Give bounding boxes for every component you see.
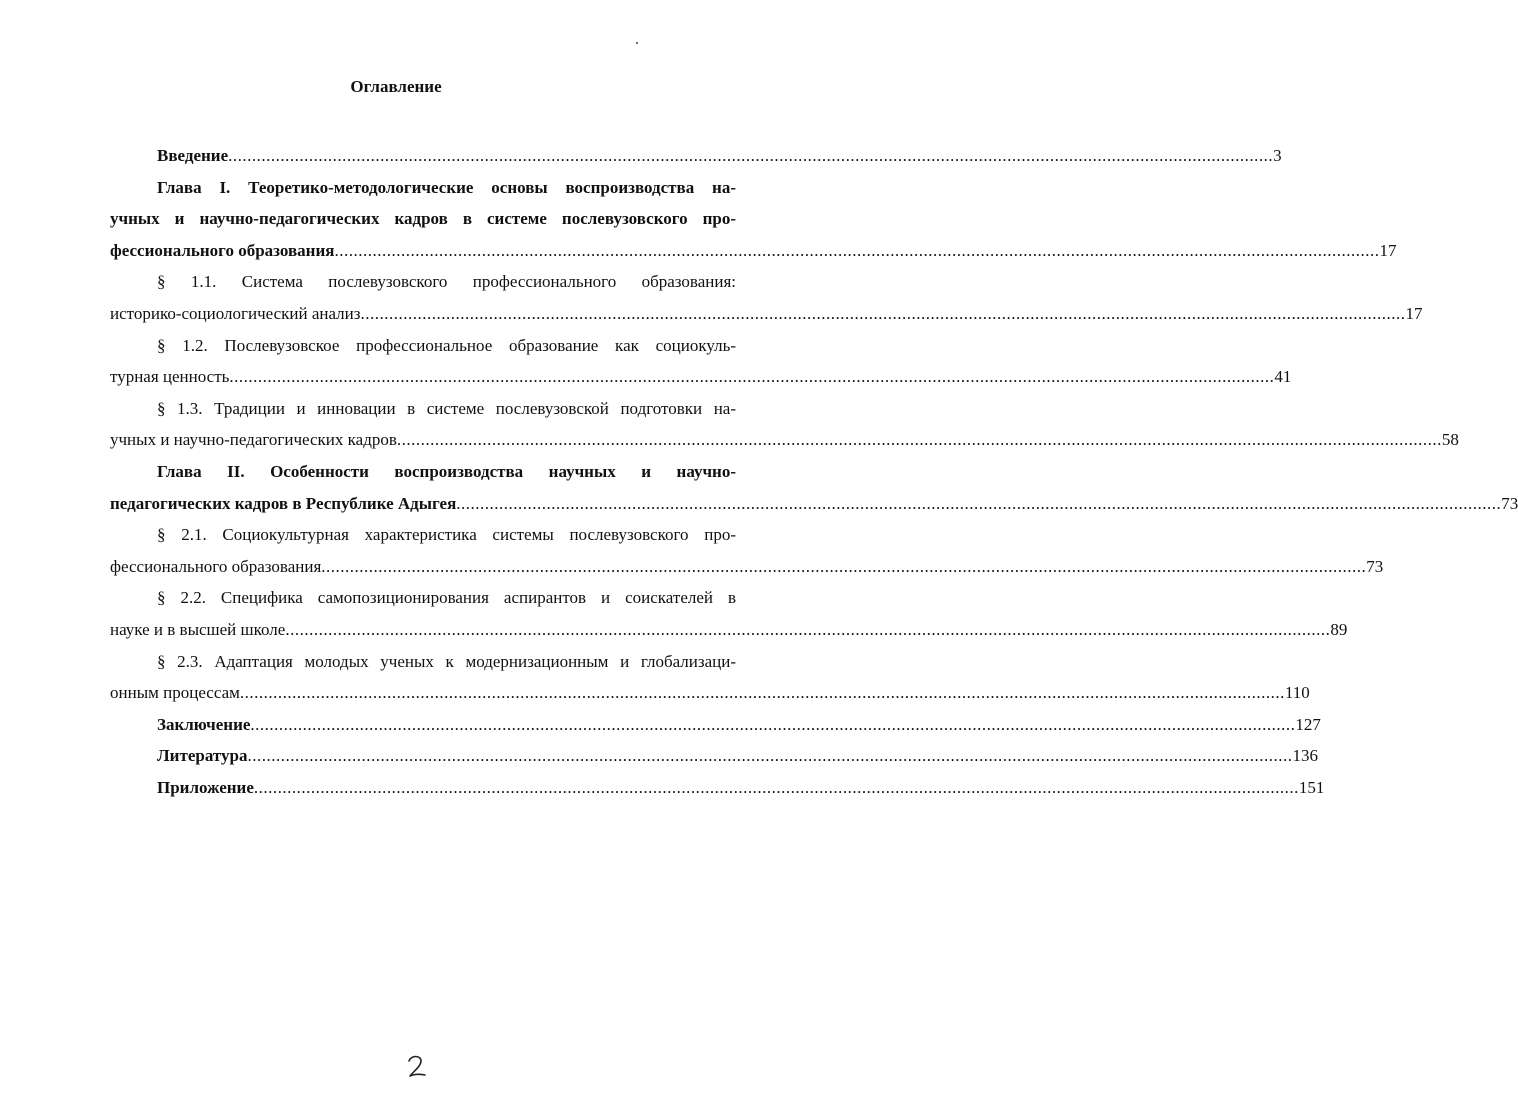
toc-entry-last-line [110, 424, 1459, 456]
toc-entry-s12 [110, 330, 1292, 393]
toc-entry-text: науке и в высшей школе [110, 619, 286, 639]
toc-entry-last-line [110, 235, 1397, 267]
dot-leader: ............................................................................................................................................................................................................................ [229, 367, 1275, 387]
toc-entry-s23 [110, 646, 1310, 709]
toc-entry-line: § 2.3. Адаптация молодых ученых к модернизационным и глобализаци- [157, 651, 736, 671]
toc-entry-line: Глава II. Особенности воспроизводства научных и научно- [157, 461, 736, 481]
dot-leader: ............................................................................................................................................................................................................................ [250, 714, 1296, 734]
toc-entry-literature [110, 740, 1318, 772]
toc-entry-text: турная ценность [110, 367, 230, 387]
toc-entry-text: онным процессам [110, 683, 240, 703]
toc-entry-text: Приложение [157, 777, 254, 797]
toc-entry-text: Литература [157, 746, 248, 766]
toc-entry-text: Заключение [157, 714, 251, 734]
toc-entry-page: 89 [1330, 619, 1348, 639]
toc-entry-page: 136 [1292, 746, 1318, 766]
toc-entry-last-line [110, 551, 1384, 583]
toc-entry-last-line [110, 740, 1318, 772]
toc-entry-last-line [110, 772, 1325, 804]
toc-title: Оглавление [350, 77, 442, 96]
toc-entry-last-line [110, 298, 1423, 330]
toc-entry-page: 17 [1379, 240, 1397, 260]
toc-entry-line: § 2.2. Специфика самопозиционирования аспирантов и соискателей в [157, 588, 736, 608]
scan-speck [636, 42, 638, 44]
toc-entry-text: педагогических кадров в Республике Адыгея [110, 493, 457, 513]
toc-entry-appendix [110, 772, 1325, 804]
handwritten-page-number [402, 1052, 432, 1082]
toc-entry-ch2 [110, 456, 1518, 519]
toc-entry-intro [110, 140, 1282, 172]
dot-leader: ............................................................................................................................................................................................................................ [247, 746, 1293, 766]
toc-entry-page: 73 [1501, 493, 1518, 513]
dot-leader: ............................................................................................................................................................................................................................ [253, 777, 1299, 797]
toc-entry-line: Глава I. Теоретико-методологические основы воспроизводства на- [157, 177, 736, 197]
dot-leader: ............................................................................................................................................................................................................................ [239, 683, 1285, 703]
toc-entry-text: учных и научно-педагогических кадров [110, 430, 397, 450]
toc-entry-text: фессионального образования [110, 240, 335, 260]
toc-entry-last-line [110, 677, 1310, 709]
toc-entry-line: § 1.1. Система послевузовского профессионального образования: [157, 272, 736, 292]
toc-entry-s13 [110, 393, 1459, 456]
dot-leader: ............................................................................................................................................................................................................................ [456, 493, 1502, 513]
toc-entry-text: фессионального образования [110, 556, 322, 576]
toc-entry-ch1 [110, 172, 1397, 267]
toc-entry-line: § 1.3. Традиции и инновации в системе послевузовской подготовки на- [157, 398, 736, 418]
dot-leader: ............................................................................................................................................................................................................................ [321, 556, 1367, 576]
toc-entry-last-line [110, 361, 1292, 393]
toc-entry-page: 3 [1273, 146, 1282, 165]
toc-entry-text: историко-социологический анализ [110, 303, 361, 323]
toc-entry-page: 73 [1366, 556, 1384, 576]
toc-entry-page: 41 [1274, 367, 1292, 387]
toc-entry-page: 151 [1298, 777, 1325, 797]
toc-entry-page: 110 [1284, 683, 1310, 703]
toc-entry-page: 127 [1295, 714, 1321, 734]
toc-entry-last-line [110, 709, 1321, 741]
toc-entry-s21 [110, 519, 1384, 582]
toc-entry-last-line [110, 140, 1282, 172]
toc-entry-s11 [110, 266, 1423, 329]
dot-leader: ............................................................................................................................................................................................................................ [396, 430, 1442, 450]
toc-entry-line: § 2.1. Социокультурная характеристика системы послевузовского про- [157, 525, 736, 545]
toc-entry-conclusion [110, 709, 1321, 741]
toc-entry-page: 17 [1405, 303, 1423, 323]
toc-entry-line: § 1.2. Послевузовское профессиональное образование как социокуль- [157, 335, 736, 355]
dot-leader: ............................................................................................................................................................................................................................ [285, 619, 1331, 639]
toc-entry-last-line [110, 614, 1348, 646]
dot-leader: ............................................................................................................................................................................................................................ [360, 303, 1406, 323]
dot-leader: ............................................................................................................................................................................................................................ [334, 240, 1380, 260]
toc-entry-last-line [110, 488, 1518, 520]
table-of-contents [110, 140, 1518, 803]
dot-leader: ............................................................................................................................................................................................................................ [228, 146, 1274, 165]
toc-entry-s22 [110, 582, 1348, 645]
toc-entry-line: учных и научно-педагогических кадров в системе послевузовского про- [110, 209, 736, 229]
toc-entry-page: 58 [1441, 430, 1459, 450]
toc-entry-text: Введение [157, 146, 229, 165]
